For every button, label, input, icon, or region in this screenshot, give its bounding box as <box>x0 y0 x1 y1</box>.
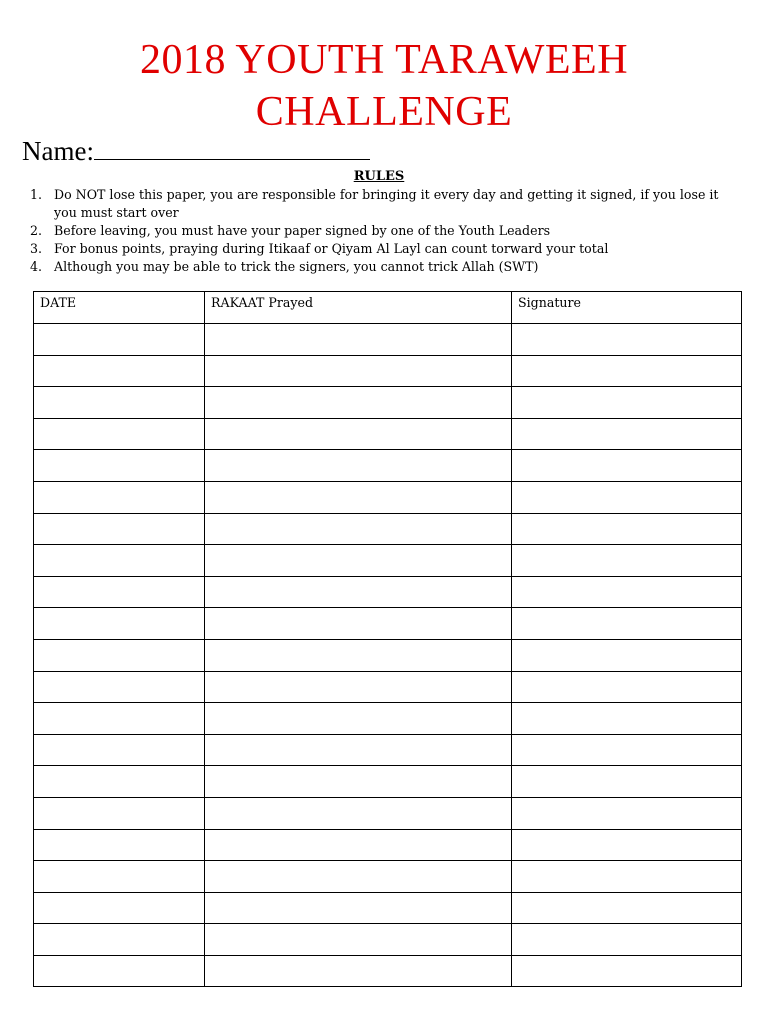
table-row <box>34 418 742 450</box>
rule-text: For bonus points, praying during Itikaaf or Qiyam Al Layl can count torward your total <box>54 241 609 256</box>
date-cell[interactable] <box>34 576 205 608</box>
table-row <box>34 608 742 640</box>
date-cell[interactable] <box>34 324 205 356</box>
table-row <box>34 545 742 577</box>
date-cell[interactable] <box>34 545 205 577</box>
date-cell[interactable] <box>34 955 205 987</box>
table-row <box>34 513 742 545</box>
table-row <box>34 766 742 798</box>
rakaat-cell[interactable] <box>205 861 512 893</box>
table-row <box>34 671 742 703</box>
rakaat-cell[interactable] <box>205 450 512 482</box>
column-header-date: DATE <box>34 292 205 324</box>
rakaat-cell[interactable] <box>205 924 512 956</box>
rules-heading: RULES <box>353 169 405 184</box>
table-row <box>34 481 742 513</box>
signature-cell[interactable] <box>512 797 742 829</box>
column-header-signature: Signature <box>512 292 742 324</box>
table-row <box>34 734 742 766</box>
rakaat-cell[interactable] <box>205 703 512 735</box>
table-row <box>34 639 742 671</box>
signature-cell[interactable] <box>512 924 742 956</box>
rakaat-cell[interactable] <box>205 324 512 356</box>
table-row <box>34 355 742 387</box>
rakaat-cell[interactable] <box>205 513 512 545</box>
date-cell[interactable] <box>34 766 205 798</box>
date-cell[interactable] <box>34 418 205 450</box>
rakaat-cell[interactable] <box>205 671 512 703</box>
rule-item <box>30 222 742 240</box>
rakaat-cell[interactable] <box>205 418 512 450</box>
table-row <box>34 324 742 356</box>
signature-cell[interactable] <box>512 450 742 482</box>
date-cell[interactable] <box>34 829 205 861</box>
signature-cell[interactable] <box>512 608 742 640</box>
rule-text: Do NOT lose this paper, you are responsible for bringing it every day and getting it signed, if you lose it you must start over <box>54 187 719 220</box>
rakaat-cell[interactable] <box>205 892 512 924</box>
rakaat-cell[interactable] <box>205 608 512 640</box>
date-cell[interactable] <box>34 513 205 545</box>
table-row <box>34 387 742 419</box>
signature-cell[interactable] <box>512 861 742 893</box>
signature-cell[interactable] <box>512 829 742 861</box>
signature-cell[interactable] <box>512 955 742 987</box>
signature-cell[interactable] <box>512 545 742 577</box>
rule-text: Before leaving, you must have your paper signed by one of the Youth Leaders <box>54 223 551 238</box>
date-cell[interactable] <box>34 450 205 482</box>
signature-cell[interactable] <box>512 324 742 356</box>
rule-item <box>30 186 742 222</box>
signature-cell[interactable] <box>512 703 742 735</box>
signature-cell[interactable] <box>512 671 742 703</box>
table-row <box>34 450 742 482</box>
signature-cell[interactable] <box>512 387 742 419</box>
rakaat-cell[interactable] <box>205 639 512 671</box>
signature-cell[interactable] <box>512 481 742 513</box>
rakaat-cell[interactable] <box>205 829 512 861</box>
column-header-rakaat: RAKAAT Prayed <box>205 292 512 324</box>
signature-cell[interactable] <box>512 892 742 924</box>
rakaat-cell[interactable] <box>205 955 512 987</box>
rakaat-cell[interactable] <box>205 545 512 577</box>
date-cell[interactable] <box>34 608 205 640</box>
rule-item <box>30 258 742 276</box>
table-header-row <box>34 292 742 324</box>
table-row <box>34 797 742 829</box>
date-cell[interactable] <box>34 861 205 893</box>
signature-cell[interactable] <box>512 734 742 766</box>
name-field[interactable] <box>22 134 370 168</box>
date-cell[interactable] <box>34 703 205 735</box>
rakaat-cell[interactable] <box>205 387 512 419</box>
page-title-line-1: 2018 YOUTH TARAWEEH <box>139 37 629 83</box>
table-row <box>34 924 742 956</box>
table-row <box>34 892 742 924</box>
date-cell[interactable] <box>34 355 205 387</box>
rule-number: 3. <box>30 241 43 256</box>
date-cell[interactable] <box>34 481 205 513</box>
rakaat-cell[interactable] <box>205 797 512 829</box>
date-cell[interactable] <box>34 797 205 829</box>
signature-cell[interactable] <box>512 513 742 545</box>
table-row <box>34 861 742 893</box>
signature-cell[interactable] <box>512 639 742 671</box>
rakaat-cell[interactable] <box>205 734 512 766</box>
table-body <box>34 324 742 987</box>
rule-number: 4. <box>30 259 43 274</box>
table-row <box>34 576 742 608</box>
date-cell[interactable] <box>34 671 205 703</box>
rule-item <box>30 240 742 258</box>
prayer-log-table <box>33 291 742 987</box>
date-cell[interactable] <box>34 892 205 924</box>
rule-number: 2. <box>30 223 43 238</box>
date-cell[interactable] <box>34 924 205 956</box>
table-row <box>34 955 742 987</box>
signature-cell[interactable] <box>512 418 742 450</box>
table-row <box>34 829 742 861</box>
rakaat-cell[interactable] <box>205 355 512 387</box>
rules-list <box>30 186 742 276</box>
date-cell[interactable] <box>34 387 205 419</box>
rakaat-cell[interactable] <box>205 766 512 798</box>
date-cell[interactable] <box>34 639 205 671</box>
name-label: Name: <box>22 136 94 166</box>
rule-text: Although you may be able to trick the signers, you cannot trick Allah (SWT) <box>54 259 539 274</box>
name-blank-line[interactable] <box>94 135 370 160</box>
signature-cell[interactable] <box>512 355 742 387</box>
rakaat-cell[interactable] <box>205 576 512 608</box>
date-cell[interactable] <box>34 734 205 766</box>
page-title-line-2: CHALLENGE <box>255 89 513 135</box>
rule-number: 1. <box>30 187 43 202</box>
signature-cell[interactable] <box>512 576 742 608</box>
rakaat-cell[interactable] <box>205 481 512 513</box>
table-row <box>34 703 742 735</box>
signature-cell[interactable] <box>512 766 742 798</box>
